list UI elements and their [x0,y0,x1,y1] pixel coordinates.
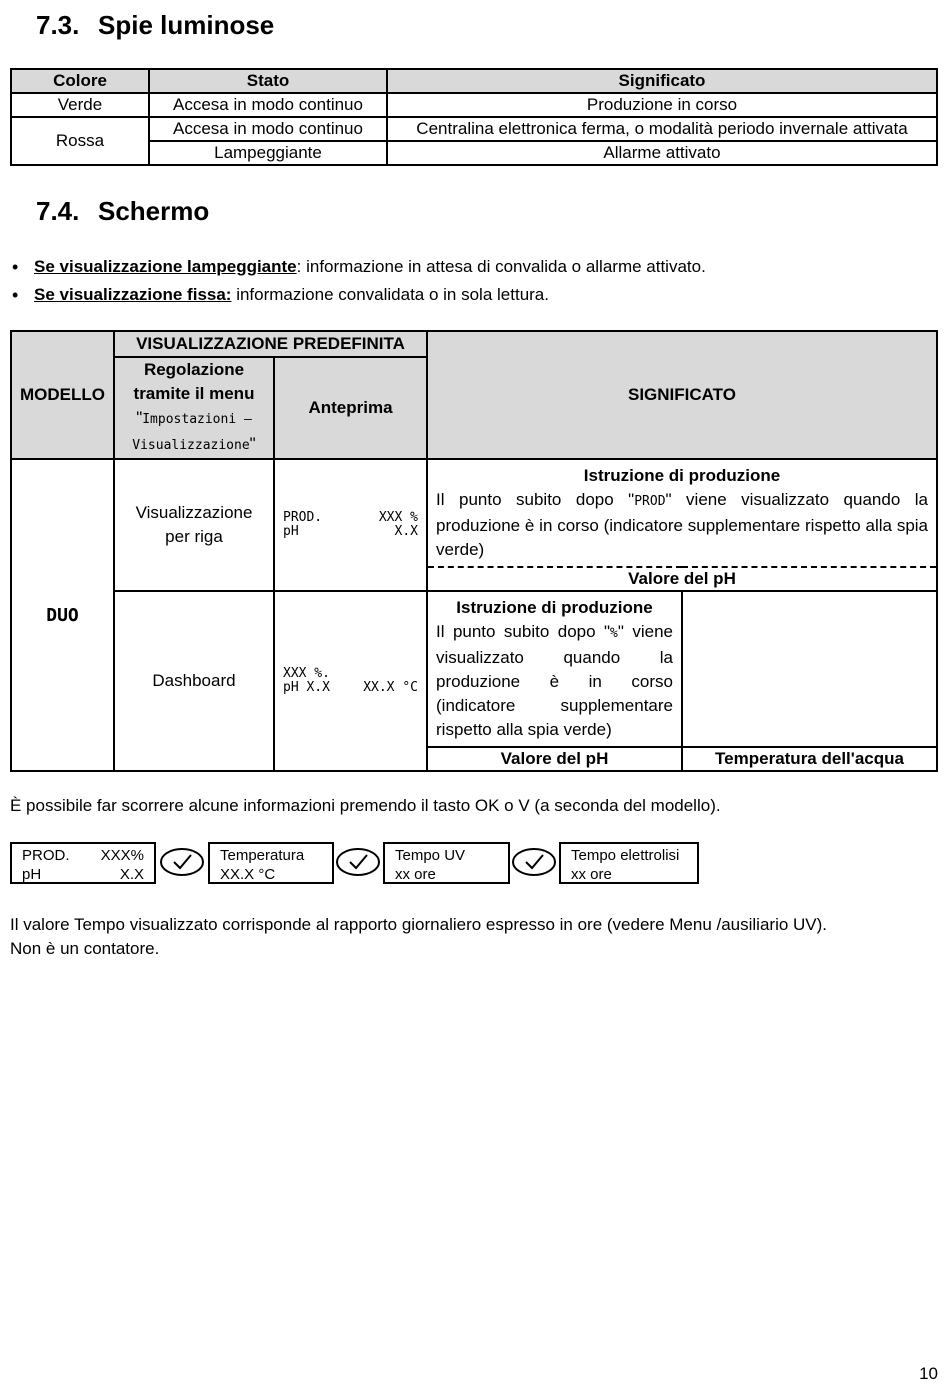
lcd-text: XXX %. [283,666,330,681]
lcd-text: XXX % [378,510,418,525]
menu-path-1: Impostazioni – [142,412,252,427]
display-production [10,842,156,884]
lcd-text: X.X [394,524,418,539]
cell-meaning-ph: Valore del pH [427,747,682,771]
cell-empty [682,591,937,747]
cell-meaning [427,459,937,567]
lcd-code: % [610,626,618,641]
table-row [11,459,937,567]
footer-text-2: Non è un contatore. [10,939,160,958]
bullet-sep: : [296,257,302,276]
lcd-text: pH X.X [283,680,330,695]
section-heading: Schermo [98,196,210,226]
lcd-text: XX.X °C [363,680,418,695]
check-circle-icon [159,847,205,877]
table-header-row [11,331,937,357]
lcd-text: pH [283,524,299,539]
table-row [11,117,937,141]
lcd-code: PROD [634,494,666,509]
bullet-term: Se visualizzazione fissa: [34,285,232,304]
meaning-title: Istruzione di produzione [583,466,781,485]
section-title-lights [36,10,274,41]
table-row [11,93,937,117]
table-header-row [11,69,937,93]
section-title-screen [36,196,209,227]
scroll-info-text: È possibile far scorrere alcune informazioni premendo il tasto OK o V (a seconda del modello). [10,796,721,815]
section-number: 7.3. [36,10,80,40]
cell-meaning: Produzione in corso [387,93,937,117]
cell-meaning: Allarme attivato [387,141,937,165]
header-model: MODELLO [11,331,114,459]
meaning-text: Il punto subito dopo " [436,490,635,509]
cell-state: Accesa in modo continuo [149,117,387,141]
check-circle-icon [511,847,557,877]
lcd-preview [274,591,427,771]
header-setting-text: Regolazione tramite il menu [133,360,255,403]
cell-color: Verde [11,93,149,117]
meaning-text: " viene visualizzato quando la produzione è in corso (indicatore supplementare rispetto alla spia verde) [436,490,928,559]
bullet-list [10,255,706,311]
display-text: PROD. [22,847,70,864]
display-temperature [208,842,334,884]
cell-state: Accesa in modo continuo [149,93,387,117]
lcd-preview [274,459,427,591]
cell-state: Lampeggiante [149,141,387,165]
quote-mark: " [249,434,256,453]
display-text: xx ore [571,866,612,883]
header-color: Colore [11,69,149,93]
section-heading: Spie luminose [98,10,275,40]
table-row [11,141,937,165]
display-electrolysis-time [559,842,699,884]
check-circle-icon [335,847,381,877]
bullet-text: informazione in attesa di convalida o allarme attivato. [301,257,706,276]
screen-table [10,330,938,772]
display-text: pH [22,866,42,883]
cell-meaning [427,591,682,747]
meaning-title: Istruzione di produzione [456,598,653,617]
display-text: xx ore [395,866,436,883]
menu-path-2: Visualizzazione [132,438,250,453]
list-item [10,255,706,283]
display-text: XX.X °C [220,866,276,883]
section-number: 7.4. [36,196,80,226]
quote-mark: " [136,408,143,427]
cell-meaning-temp: Temperatura dell'acqua [682,747,937,771]
meaning-text: Il punto subito dopo " [436,622,611,641]
cell-meaning: Centralina elettronica ferma, o modalità periodo invernale attivata [387,117,937,141]
cell-meaning-ph: Valore del pH [427,567,937,591]
cell-color: Rossa [11,117,149,165]
bullet-text: informazione convalidata o in sola lettura. [231,285,549,304]
footer-text-1: Il valore Tempo visualizzato corrisponde al rapporto giornaliero espresso in ore (vedere Menu /ausiliario UV). [10,915,828,934]
lcd-text: PROD. [283,510,323,525]
cell-model: DUO [11,459,114,771]
display-text: Tempo elettrolisi [571,847,680,864]
header-preview: Anteprima [274,357,427,459]
header-setting [114,357,274,459]
meaning-text: " viene visualizzato quando la produzione è in corso (indicatore supplementare rispetto alla spia verde) [436,622,673,739]
display-text: Temperatura [220,847,305,864]
header-state: Stato [149,69,387,93]
table-row [11,591,937,747]
list-item [10,283,706,311]
cell-setting: Visualizzazione per riga [114,459,274,591]
header-meaning: Significato [387,69,937,93]
cell-setting: Dashboard [114,591,274,771]
lights-table [10,68,938,166]
display-text: Tempo UV [395,847,466,864]
bullet-term: Se visualizzazione lampeggiante [34,257,297,276]
header-default-display: VISUALIZZAZIONE PREDEFINITA [114,331,427,357]
header-meaning: SIGNIFICATO [427,331,937,459]
display-text: XXX% [100,847,144,864]
page-number: 10 [919,1364,938,1383]
display-uv-time [383,842,510,884]
display-text: X.X [119,866,144,883]
